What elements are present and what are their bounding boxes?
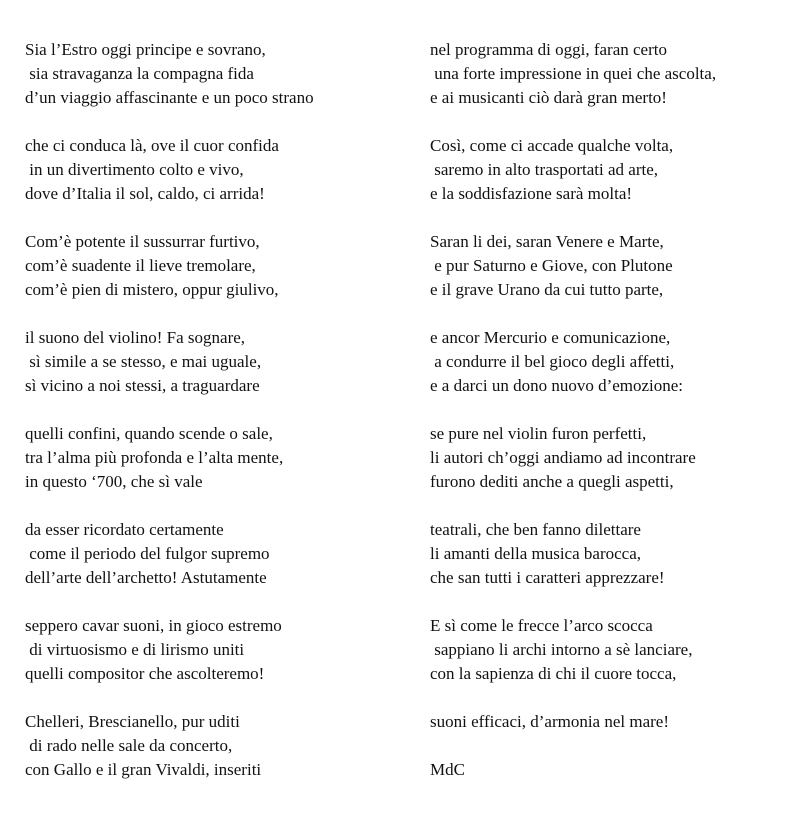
verse-line: Chelleri, Brescianello, pur uditi	[25, 712, 240, 731]
verse-line: com’è suadente il lieve tremolare,	[25, 256, 256, 275]
verse-line: com’è pien di mistero, oppur giulivo,	[25, 280, 279, 299]
verse-line: Sia l’Estro oggi principe e sovrano,	[25, 40, 266, 59]
verse-line: Saran li dei, saran Venere e Marte,	[430, 232, 664, 251]
verse-line: sì simile a se stesso, e mai uguale,	[25, 352, 262, 371]
verse-line: se pure nel violin furon perfetti,	[430, 424, 647, 443]
stanza	[25, 422, 405, 494]
stanza	[430, 614, 800, 686]
verse-line: come il periodo del fulgor supremo	[25, 544, 270, 563]
verse-line: Com’è potente il sussurrar furtivo,	[25, 232, 260, 251]
verse-line: quelli confini, quando scende o sale,	[25, 424, 273, 443]
stanza	[25, 230, 405, 302]
verse-line: furono dediti anche a quegli aspetti,	[430, 472, 674, 491]
verse-line: a condurre il bel gioco degli affetti,	[430, 352, 675, 371]
verse-line: seppero cavar suoni, in gioco estremo	[25, 616, 282, 635]
verse-line: nel programma di oggi, faran certo	[430, 40, 667, 59]
verse-line: li autori ch’oggi andiamo ad incontrare	[430, 448, 696, 467]
verse-line: da esser ricordato certamente	[25, 520, 224, 539]
stanza	[25, 614, 405, 686]
verse-line: e pur Saturno e Giove, con Plutone	[430, 256, 673, 275]
stanza	[25, 326, 405, 398]
verse-line: sì vicino a noi stessi, a traguardare	[25, 376, 260, 395]
signature	[430, 758, 800, 782]
verse-line: suoni efficaci, d’armonia nel mare!	[430, 712, 669, 731]
verse-line: dove d’Italia il sol, caldo, ci arrida!	[25, 184, 265, 203]
verse-line: dell’arte dell’archetto! Astutamente	[25, 568, 267, 587]
poem-left-column	[25, 38, 405, 806]
verse-line: in questo ‘700, che sì vale	[25, 472, 203, 491]
stanza	[430, 230, 800, 302]
verse-line: sia stravaganza la compagna fida	[25, 64, 254, 83]
stanza	[25, 710, 405, 782]
stanza	[430, 326, 800, 398]
poem-right-column	[430, 38, 800, 806]
verse-line: tra l’alma più profonda e l’alta mente,	[25, 448, 284, 467]
verse-line: e ai musicanti ciò darà gran merto!	[430, 88, 667, 107]
stanza	[430, 422, 800, 494]
verse-line: teatrali, che ben fanno dilettare	[430, 520, 641, 539]
stanza	[25, 134, 405, 206]
signature-text: MdC	[430, 760, 465, 779]
verse-line: in un divertimento colto e vivo,	[25, 160, 244, 179]
verse-line: il suono del violino! Fa sognare,	[25, 328, 246, 347]
verse-line: li amanti della musica barocca,	[430, 544, 641, 563]
verse-line: e a darci un dono nuovo d’emozione:	[430, 376, 684, 395]
stanza	[430, 710, 800, 734]
verse-line: e la soddisfazione sarà molta!	[430, 184, 633, 203]
stanza	[430, 518, 800, 590]
verse-line: d’un viaggio affascinante e un poco strano	[25, 88, 314, 107]
verse-line: che ci conduca là, ove il cuor confida	[25, 136, 279, 155]
stanza	[430, 134, 800, 206]
verse-line: e il grave Urano da cui tutto parte,	[430, 280, 664, 299]
verse-line: e ancor Mercurio e comunicazione,	[430, 328, 671, 347]
stanza	[25, 38, 405, 110]
verse-line: una forte impressione in quei che ascolta,	[430, 64, 717, 83]
verse-line: quelli compositor che ascolteremo!	[25, 664, 265, 683]
verse-line: E sì come le frecce l’arco scocca	[430, 616, 653, 635]
verse-line: che san tutti i caratteri apprezzare!	[430, 568, 665, 587]
verse-line: con Gallo e il gran Vivaldi, inseriti	[25, 760, 262, 779]
stanza	[430, 38, 800, 110]
verse-line: di virtuosismo e di lirismo uniti	[25, 640, 245, 659]
verse-line: con la sapienza di chi il cuore tocca,	[430, 664, 677, 683]
verse-line: sappiano li archi intorno a sè lanciare,	[430, 640, 693, 659]
stanza	[25, 518, 405, 590]
verse-line: saremo in alto trasportati ad arte,	[430, 160, 658, 179]
verse-line: Così, come ci accade qualche volta,	[430, 136, 674, 155]
verse-line: di rado nelle sale da concerto,	[25, 736, 233, 755]
